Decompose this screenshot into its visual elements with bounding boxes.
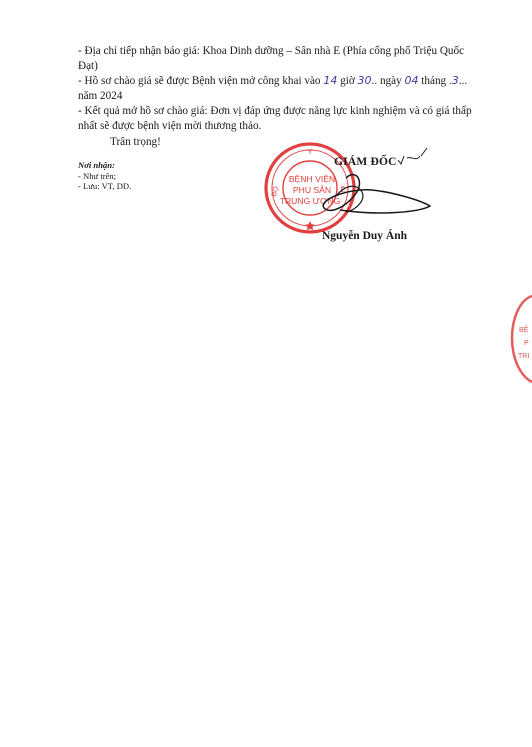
recipient-item: - Như trên; [78, 170, 117, 181]
stamp-text-line2: PHỤ SẢN [292, 185, 332, 195]
partial-stamp-icon [512, 296, 532, 382]
opening-time-text: - Hồ sơ chào giá sẽ được Bệnh viện mở công khai vào [78, 75, 324, 87]
closing-text: Trân trọng! [110, 136, 161, 148]
address-line: - Địa chỉ tiếp nhận báo giá: Khoa Dinh dưỡng – Sân nhà E (Phía cổng phố Triệu Quốc [78, 45, 465, 57]
opening-year-line: năm 2024 [78, 90, 123, 102]
result-line-cont: nhất sẽ được bệnh viện mời thương thảo. [78, 120, 262, 132]
signature-stroke [323, 175, 430, 213]
result-line: - Kết quả mở hồ sơ chào giá: Đơn vị đáp ứng được năng lực kinh nghiệm và có giá thấp [78, 105, 472, 117]
signer-name: Nguyễn Duy Ánh [322, 230, 407, 242]
handwritten-minute: 30 [357, 74, 372, 87]
stamp-star-icon [305, 221, 315, 230]
signer-title: GIÁM ĐỐC [334, 156, 397, 168]
recipients-title: Nơi nhận: [78, 160, 115, 170]
stamp-left-letters: BỘ [270, 185, 281, 198]
stamp-top-letter: Y [307, 149, 313, 156]
stamp-right-letter: Ế [340, 187, 346, 194]
handwritten-day: 04 [404, 74, 419, 87]
opening-time-text-end: ... [458, 75, 468, 87]
approval-mark [398, 148, 427, 164]
partial-stamp-text-2: P [524, 340, 529, 347]
opening-time-text-day: .. ngày [371, 75, 405, 87]
stamp-text-line3: TRUNG ƯƠNG [279, 196, 341, 206]
recipient-item: - Lưu: VT, DD. [78, 181, 132, 191]
partial-stamp-text-1: BỆ [519, 327, 529, 334]
address-line-cont: Đạt) [78, 60, 98, 72]
opening-time-text-hour: giờ [337, 75, 358, 87]
handwritten-month: 3 [451, 74, 459, 87]
partial-stamp-text-3: TRI [518, 353, 530, 360]
opening-time-text-month: tháng . [418, 75, 452, 87]
stamp-text-line1: BỆNH VIỆN [288, 174, 336, 184]
handwritten-hour: 14 [323, 74, 338, 87]
